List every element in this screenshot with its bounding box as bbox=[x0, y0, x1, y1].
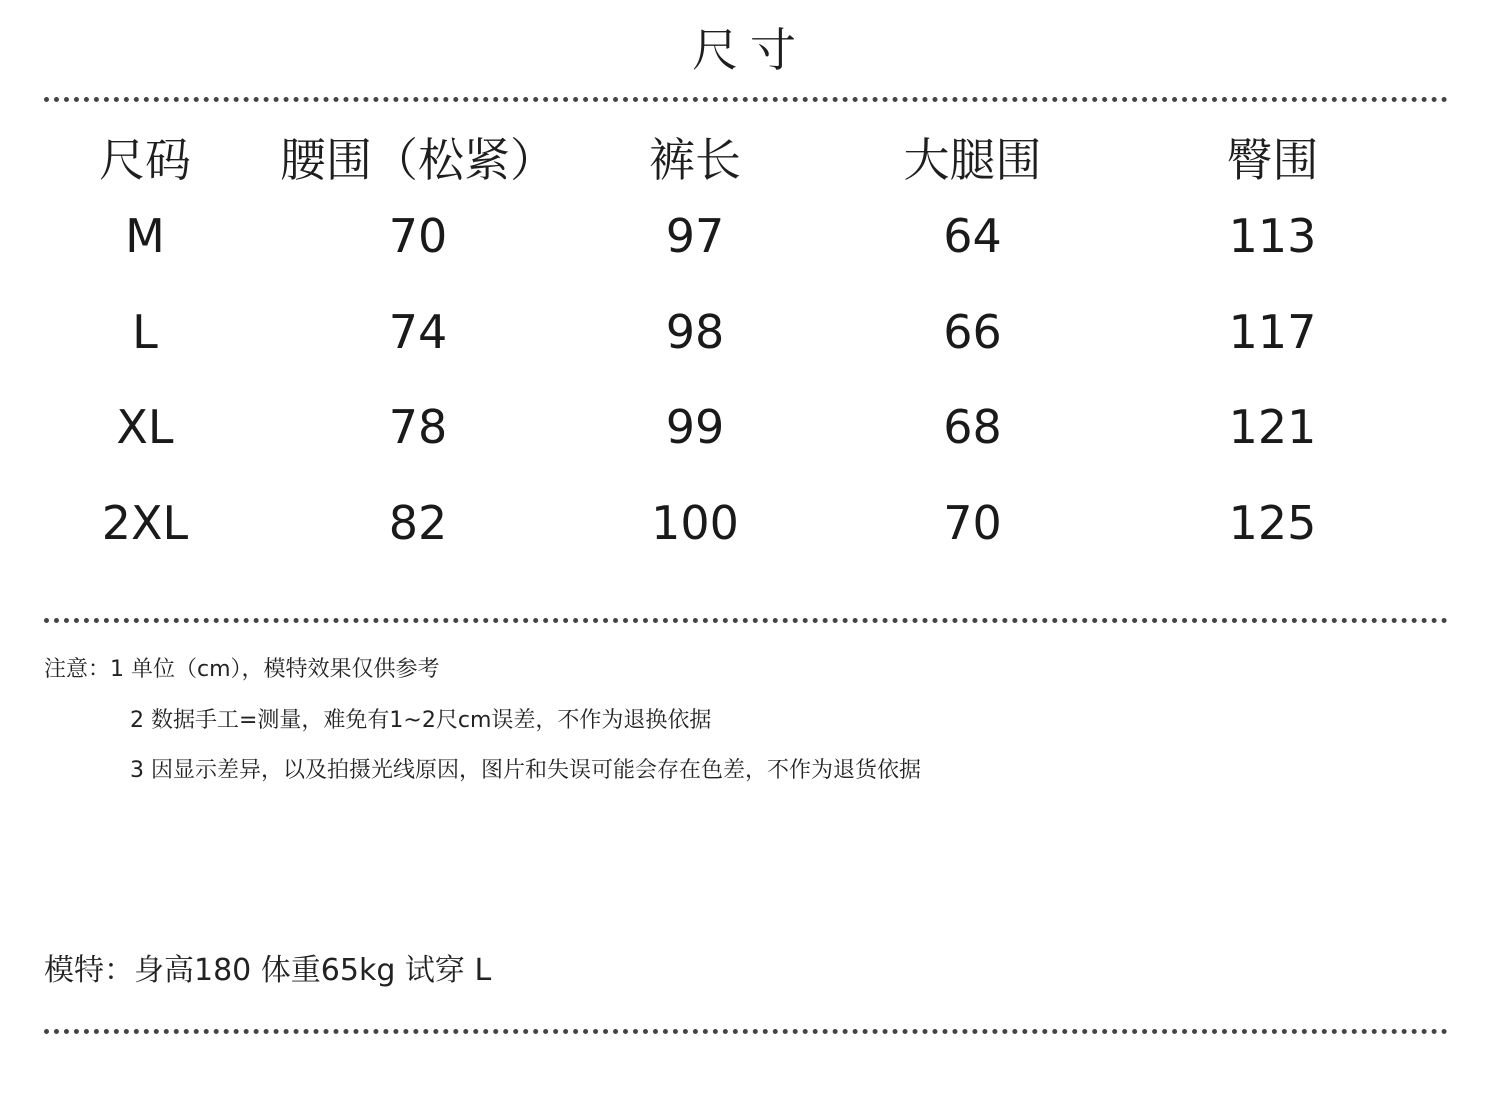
cell-length: 99 bbox=[665, 400, 725, 454]
note-line-3: 3 因显示差异，以及拍摄光线原因，图片和失误可能会存在色差，不作为退货依据 bbox=[130, 758, 921, 783]
cell-waist: 74 bbox=[388, 305, 448, 359]
table-row bbox=[0, 196, 1500, 276]
table-row bbox=[0, 387, 1500, 467]
dotted-divider-bottom bbox=[44, 1029, 1448, 1034]
header-hip: 臀围 bbox=[1226, 133, 1319, 187]
cell-thigh: 66 bbox=[943, 305, 1002, 359]
header-thigh: 大腿围 bbox=[903, 133, 1042, 187]
table-header-row bbox=[0, 120, 1500, 200]
cell-thigh: 64 bbox=[943, 209, 1002, 263]
table-row bbox=[0, 292, 1500, 372]
cell-size: 2XL bbox=[101, 496, 189, 550]
note-line-1: 注意：1 单位（cm），模特效果仅供参考 bbox=[44, 657, 440, 682]
header-size: 尺码 bbox=[99, 133, 191, 187]
cell-length: 98 bbox=[665, 305, 725, 359]
cell-length: 97 bbox=[665, 209, 725, 263]
header-waist: 腰围（松紧） bbox=[280, 133, 556, 187]
cell-hip: 113 bbox=[1228, 209, 1317, 263]
cell-hip: 121 bbox=[1228, 400, 1317, 454]
cell-thigh: 70 bbox=[943, 496, 1002, 550]
cell-thigh: 68 bbox=[943, 400, 1002, 454]
dotted-divider-middle bbox=[44, 618, 1448, 623]
cell-waist: 82 bbox=[388, 496, 448, 550]
cell-size: M bbox=[125, 209, 165, 263]
table-row bbox=[0, 483, 1500, 563]
cell-hip: 125 bbox=[1228, 496, 1317, 550]
cell-size: L bbox=[132, 305, 158, 359]
cell-length: 100 bbox=[651, 496, 739, 550]
cell-waist: 78 bbox=[388, 400, 448, 454]
cell-waist: 70 bbox=[388, 209, 448, 263]
note-line-2: 2 数据手工=测量，难免有1~2尺cm误差，不作为退换依据 bbox=[130, 708, 712, 733]
page-title: 尺寸 bbox=[692, 23, 808, 77]
model-info: 模特：身高180 体重65kg 试穿 L bbox=[44, 953, 492, 988]
header-length: 裤长 bbox=[649, 133, 741, 187]
dotted-divider-top bbox=[44, 97, 1448, 102]
cell-hip: 117 bbox=[1228, 305, 1317, 359]
cell-size: XL bbox=[116, 400, 174, 454]
